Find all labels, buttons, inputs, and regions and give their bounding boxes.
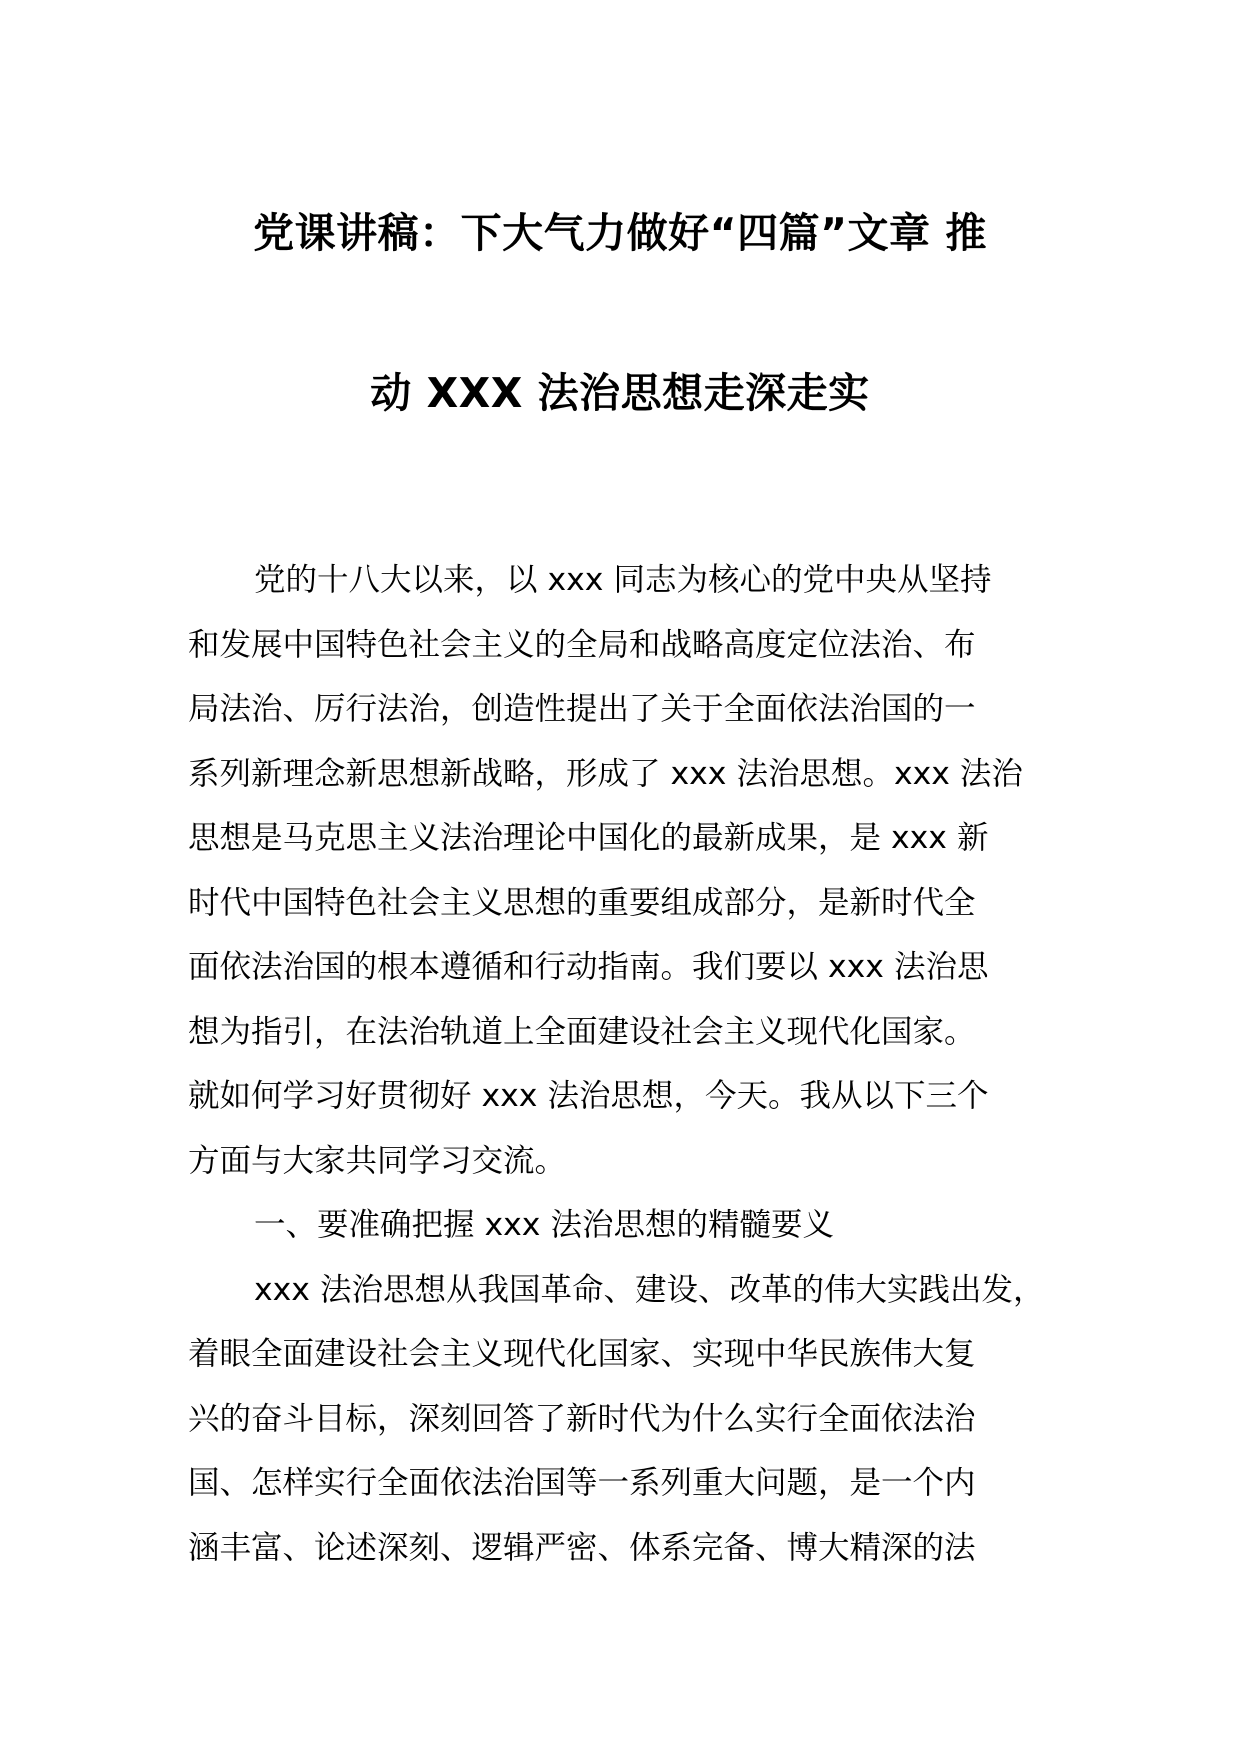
document-body: [188, 548, 1068, 1580]
paragraph-line: 方面与大家共同学习交流。: [188, 1142, 567, 1179]
paragraph-line: 时代中国特色社会主义思想的重要组成部分，是新时代全: [188, 884, 976, 921]
paragraph-line: 思想是马克思主义法治理论中国化的最新成果，是 xxx 新: [188, 820, 989, 856]
paragraph-line: 涵丰富、论述深刻、逻辑严密、体系完备、博大精深的法: [188, 1529, 976, 1566]
paragraph-line: 和发展中国特色社会主义的全局和战略高度定位法治、布: [188, 626, 976, 663]
paragraph-line: 想为指引，在法治轨道上全面建设社会主义现代化国家。: [188, 1013, 976, 1050]
document-title-line-2: 动 XXX 法治思想走深走实: [370, 369, 870, 417]
document-title-line-1: 党课讲稿：下大气力做好“四篇”文章 推: [253, 209, 987, 257]
paragraph-line: 国、怎样实行全面依法治国等一系列重大问题，是一个内: [188, 1465, 976, 1501]
section-heading: 一、要准确把握 xxx 法治思想的精髓要义: [254, 1207, 834, 1243]
paragraph-line: 党的十八大以来，以 xxx 同志为核心的党中央从坚持: [254, 562, 992, 598]
paragraph-line: 局法治、厉行法治，创造性提出了关于全面依法治国的一: [188, 691, 976, 727]
paragraph-line: 着眼全面建设社会主义现代化国家、实现中华民族伟大复: [188, 1336, 976, 1372]
paragraph-line: 就如何学习好贯彻好 xxx 法治思想，今天。我从以下三个: [188, 1078, 989, 1114]
paragraph-line: 兴的奋斗目标，深刻回答了新时代为什么实行全面依法治: [188, 1400, 976, 1437]
paragraph-line: 面依法治国的根本遵循和行动指南。我们要以 xxx 法治思: [188, 949, 989, 985]
paragraph-line: 系列新理念新思想新战略，形成了 xxx 法治思想。xxx 法治: [188, 755, 1023, 792]
paragraph-line: xxx 法治思想从我国革命、建设、改革的伟大实践出发，: [254, 1271, 1045, 1308]
